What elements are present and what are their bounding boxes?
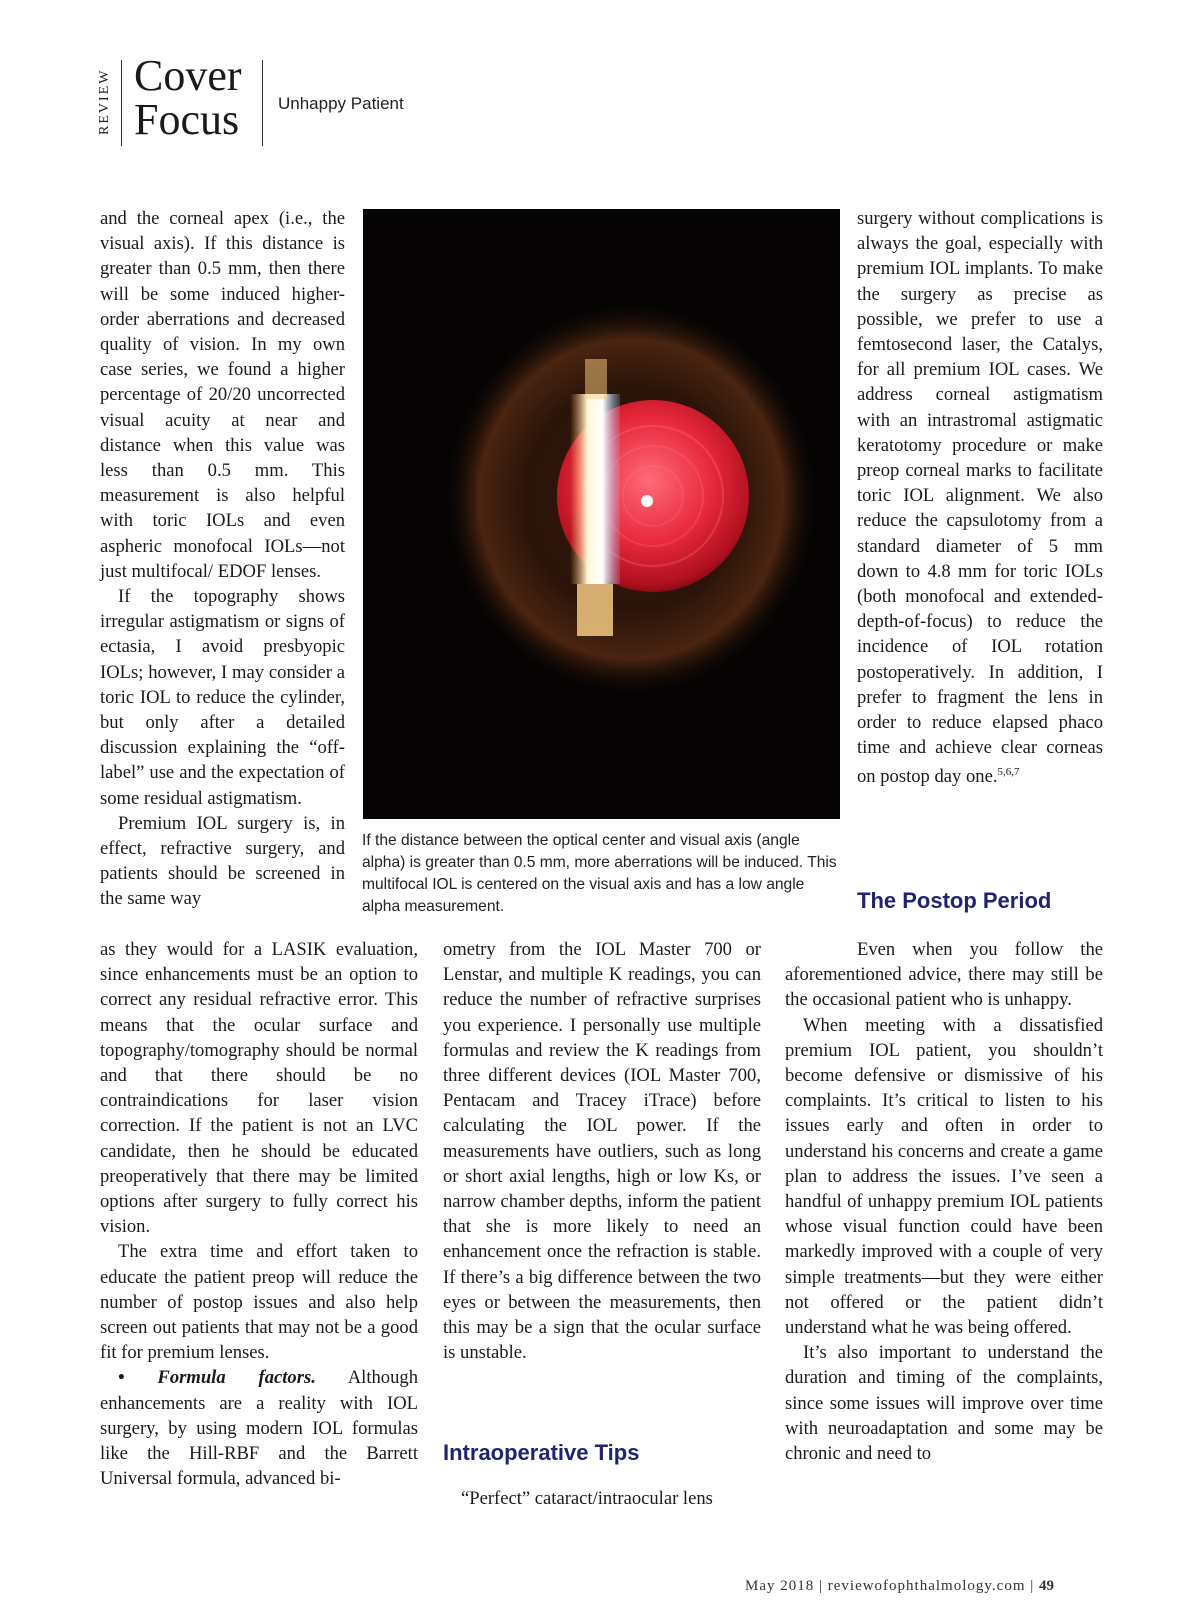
col2-paragraph-2: “Perfect” cataract/intraocular lens	[461, 1488, 713, 1509]
page-number: 49	[1039, 1578, 1054, 1594]
column-3-lower	[785, 937, 1103, 1466]
heading-postop-period: The Postop Period	[857, 888, 1052, 913]
column-2-tail	[443, 1486, 761, 1511]
reference-superscript: 5,6,7	[997, 766, 1020, 779]
col3-paragraph-1	[857, 206, 1103, 790]
col1-paragraph-5	[100, 1365, 418, 1491]
figure-caption: If the distance between the optical center and visual axis (angle alpha) is greater than 0.5 mm, more aberrations will be induced. This multifocal IOL is centered on the visual axis and has a low angle alpha measurement.	[362, 832, 837, 915]
header-divider-left	[121, 60, 122, 146]
column-1-upper	[100, 206, 345, 912]
focus-line: Focus	[134, 95, 240, 144]
formula-factors-text: Although enhancements are a reality with IOL surgery, by using modern IOL formulas like the Hill-RBF and the Barrett Universal formula, advanced bi-	[100, 1367, 418, 1490]
column-3-upper	[857, 206, 1103, 790]
col1-paragraph-4: The extra time and effort taken to educate the patient preop will reduce the number of postop issues and also help screen out patients that may not be a good fit for premium lenses.	[100, 1241, 418, 1364]
header-divider-right	[262, 60, 263, 146]
col1-paragraph-2: If the topography shows irregular astigmatism or signs of ectasia, I avoid presbyopic IOLs; however, I may consider a toric IOL to reduce the cylinder, but only after a detailed discussion explaining the “off-label” use and the expectation of some residual astigmatism.	[100, 586, 345, 809]
cover-focus-logo	[134, 51, 242, 144]
col3-paragraph-2: Even when you follow the aforementioned advice, there may still be the occasional patient who is unhappy.	[785, 939, 1103, 1011]
col1-paragraph-1: and the corneal apex (i.e., the visual axis). If this distance is greater than 0.5 mm, then there will be some induced higher-order aberrations and decreased quality of vision. In my own case series, we found a higher percentage of 20/20 uncorrected visual acuity at near and distance when this value was less than 0.5 mm. This measurement is also helpful with toric IOLs and even aspheric monofocal IOLs—not just multifocal/ EDOF lenses.	[100, 208, 345, 582]
eye-illustration	[363, 209, 840, 819]
col3-paragraph-3: When meeting with a dissatisfied premium IOL patient, you shouldn’t become defensive or dismissive of his complaints. It’s critical to listen to his issues early and often in order to understand his concerns and create a game plan to address the issues. I’ve seen a handful of unhappy premium IOL patients whose visual function could have been markedly improved with a couple of very simple treatments—but they were either not offered or the patient didn’t understand what he was being offered.	[785, 1014, 1103, 1339]
col1-paragraph-3a: Premium IOL surgery is, in effect, refractive surgery, and patients should be screened in the same way	[100, 812, 345, 910]
page-footer	[745, 1578, 1054, 1595]
figure-eye-photo	[363, 209, 840, 819]
col3-paragraph-4: It’s also important to understand the duration and timing of the complaints, since some issues will improve over time with neuroadaptation and some may be chronic and need to	[785, 1342, 1103, 1465]
formula-factors-lead: • Formula factors.	[118, 1367, 316, 1389]
col3-paragraph-1-text: surgery without complications is always the goal, especially with premium IOL implants. To make the surgery as precise as possible, we prefer to use a femtosecond laser, the Catalys, for all premium IOL cases. We address corneal astigmatism with an intrastromal astigmatic keratotomy procedure or make preop corneal marks to facilitate toric IOL alignment. We also reduce the capsulotomy from a standard diameter of 5 mm down to 4.8 mm for toric IOLs (both monofocal and extended-depth-of-focus) to reduce the incidence of IOL rotation postoperatively. In addition, I prefer to fragment the lens in order to reduce elapsed phaco time and achieve clear corneas on postop day one.	[857, 208, 1103, 788]
col1-paragraph-3b: as they would for a LASIK evaluation, since enhancements must be an option to correct any residual refractive error. This means that the ocular surface and topography/tomography should be normal and that there should be no contraindications for laser vision correction. If the patient is not an LVC candidate, then he should be educated preoperatively that there may be limited options after surgery to fully correct his vision.	[100, 939, 418, 1238]
column-1-lower	[100, 937, 418, 1491]
footer-text: May 2018 | reviewofophthalmology.com |	[745, 1578, 1039, 1594]
light-reflection	[641, 495, 653, 507]
section-title: Unhappy Patient	[278, 94, 404, 113]
cover-line: Cover	[134, 51, 242, 100]
review-vertical-label: REVIEW	[97, 68, 112, 136]
slit-lamp-beam	[570, 394, 620, 584]
heading-intraoperative-tips: Intraoperative Tips	[443, 1440, 640, 1465]
col2-paragraph-1: ometry from the IOL Master 700 or Lenstar, and multiple K readings, you can reduce the number of refractive surprises you experience. I personally use multiple formulas and review the K readings from three different devices (IOL Master 700, Pentacam and Tracey iTrace) before calculating the IOL power. If the measurements have outliers, such as long or short axial lengths, high or low Ks, or narrow chamber depths, inform the patient that she is more likely to need an enhancement once the refraction is stable. If there’s a big difference between the two eyes or between the measurements, then this may be a sign that the ocular surface is unstable.	[443, 939, 761, 1364]
column-2	[443, 937, 761, 1365]
